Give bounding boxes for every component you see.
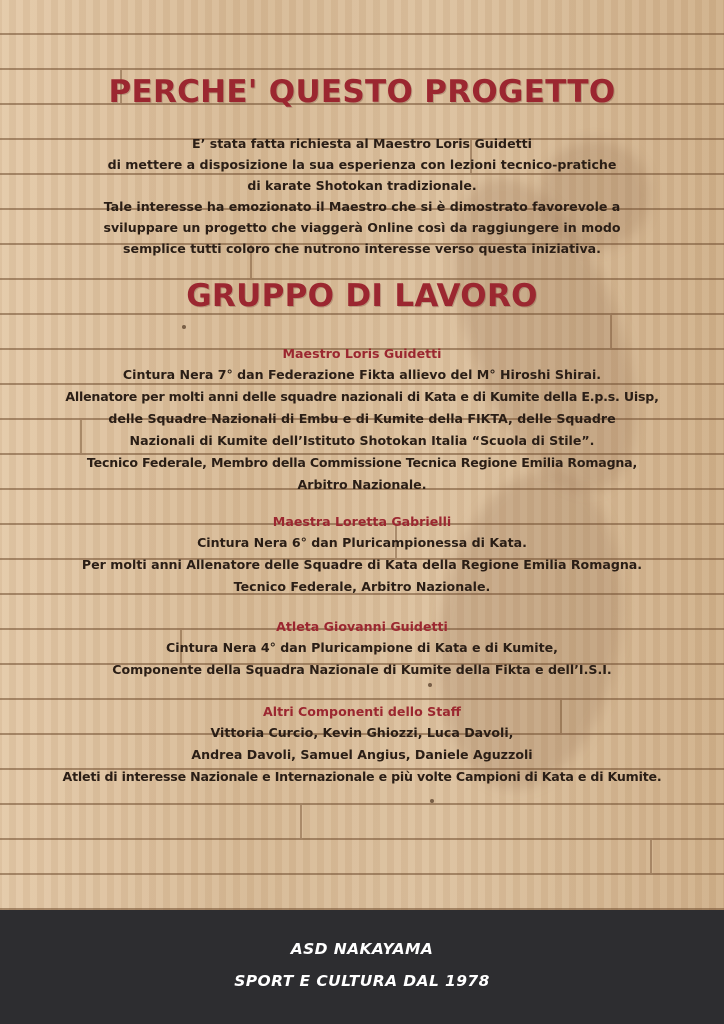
- section-title-gruppo: GRUPPO DI LAVORO: [186, 278, 538, 314]
- description-line: di karate Shotokan tradizionale.: [247, 178, 477, 193]
- member-detail-line: Cintura Nera 4° dan Pluricampione di Kata e di Kumite,: [166, 640, 558, 655]
- project-description: [20, 133, 704, 259]
- member-detail-line: Nazionali di Kumite dell’Istituto Shotokan Italia “Scuola di Stile”.: [129, 433, 595, 448]
- member-detail-line: Cintura Nera 7° dan Federazione Fikta allievo del M° Hiroshi Shirai.: [122, 367, 602, 382]
- description-line: Tale interesse ha emozionato il Maestro che si è dimostrato favorevole a: [103, 199, 621, 214]
- description-line: sviluppare un progetto che viaggerà Online così da raggiungere in modo: [103, 220, 621, 235]
- member-detail-line: Per molti anni Allenatore delle Squadre di Kata della Regione Emilia Romagna.: [81, 557, 643, 572]
- member-name: Altri Componenti dello Staff: [263, 704, 461, 719]
- member-name: Atleta Giovanni Guidetti: [276, 619, 448, 634]
- footer-tagline: SPORT E CULTURA DAL 1978: [234, 972, 490, 990]
- footer-bar: [0, 910, 724, 1024]
- member-detail-line: Atleti di interesse Nazionale e Internazionale e più volte Campioni di Kata e di Kumite.: [62, 769, 662, 784]
- description-line: E’ stata fatta richiesta al Maestro Loris Guidetti: [192, 136, 532, 151]
- member-staff: [10, 701, 714, 788]
- member-giovanni-guidetti: [10, 616, 714, 681]
- description-line: semplice tutti coloro che nutrono interesse verso questa iniziativa.: [123, 241, 601, 256]
- member-detail-line: Andrea Davoli, Samuel Angius, Daniele Aguzzoli: [191, 747, 533, 762]
- member-detail-line: Cintura Nera 6° dan Pluricampionessa di Kata.: [197, 535, 527, 550]
- member-detail-line: Tecnico Federale, Arbitro Nazionale.: [233, 579, 491, 594]
- footer-org-name: ASD NAKAYAMA: [290, 940, 434, 958]
- member-name: Maestra Loretta Gabrielli: [272, 514, 452, 529]
- member-loris-guidetti: [10, 343, 714, 496]
- member-detail-line: Vittoria Curcio, Kevin Ghiozzi, Luca Davoli,: [210, 725, 514, 740]
- member-detail-line: delle Squadre Nazionali di Embu e di Kumite della FIKTA, delle Squadre: [108, 411, 616, 426]
- section-title-progetto: PERCHE' QUESTO PROGETTO: [108, 74, 616, 110]
- member-detail-line: Arbitro Nazionale.: [297, 477, 427, 492]
- member-detail-line: Allenatore per molti anni delle squadre nazionali di Kata e di Kumite della E.p.s. Uisp,: [65, 389, 659, 404]
- member-detail-line: Tecnico Federale, Membro della Commissione Tecnica Regione Emilia Romagna,: [86, 455, 638, 470]
- member-loretta-gabrielli: [10, 511, 714, 598]
- member-name: Maestro Loris Guidetti: [282, 346, 442, 361]
- description-line: di mettere a disposizione la sua esperienza con lezioni tecnico-pratiche: [107, 157, 617, 172]
- member-detail-line: Componente della Squadra Nazionale di Kumite della Fikta e dell’I.S.I.: [112, 662, 612, 677]
